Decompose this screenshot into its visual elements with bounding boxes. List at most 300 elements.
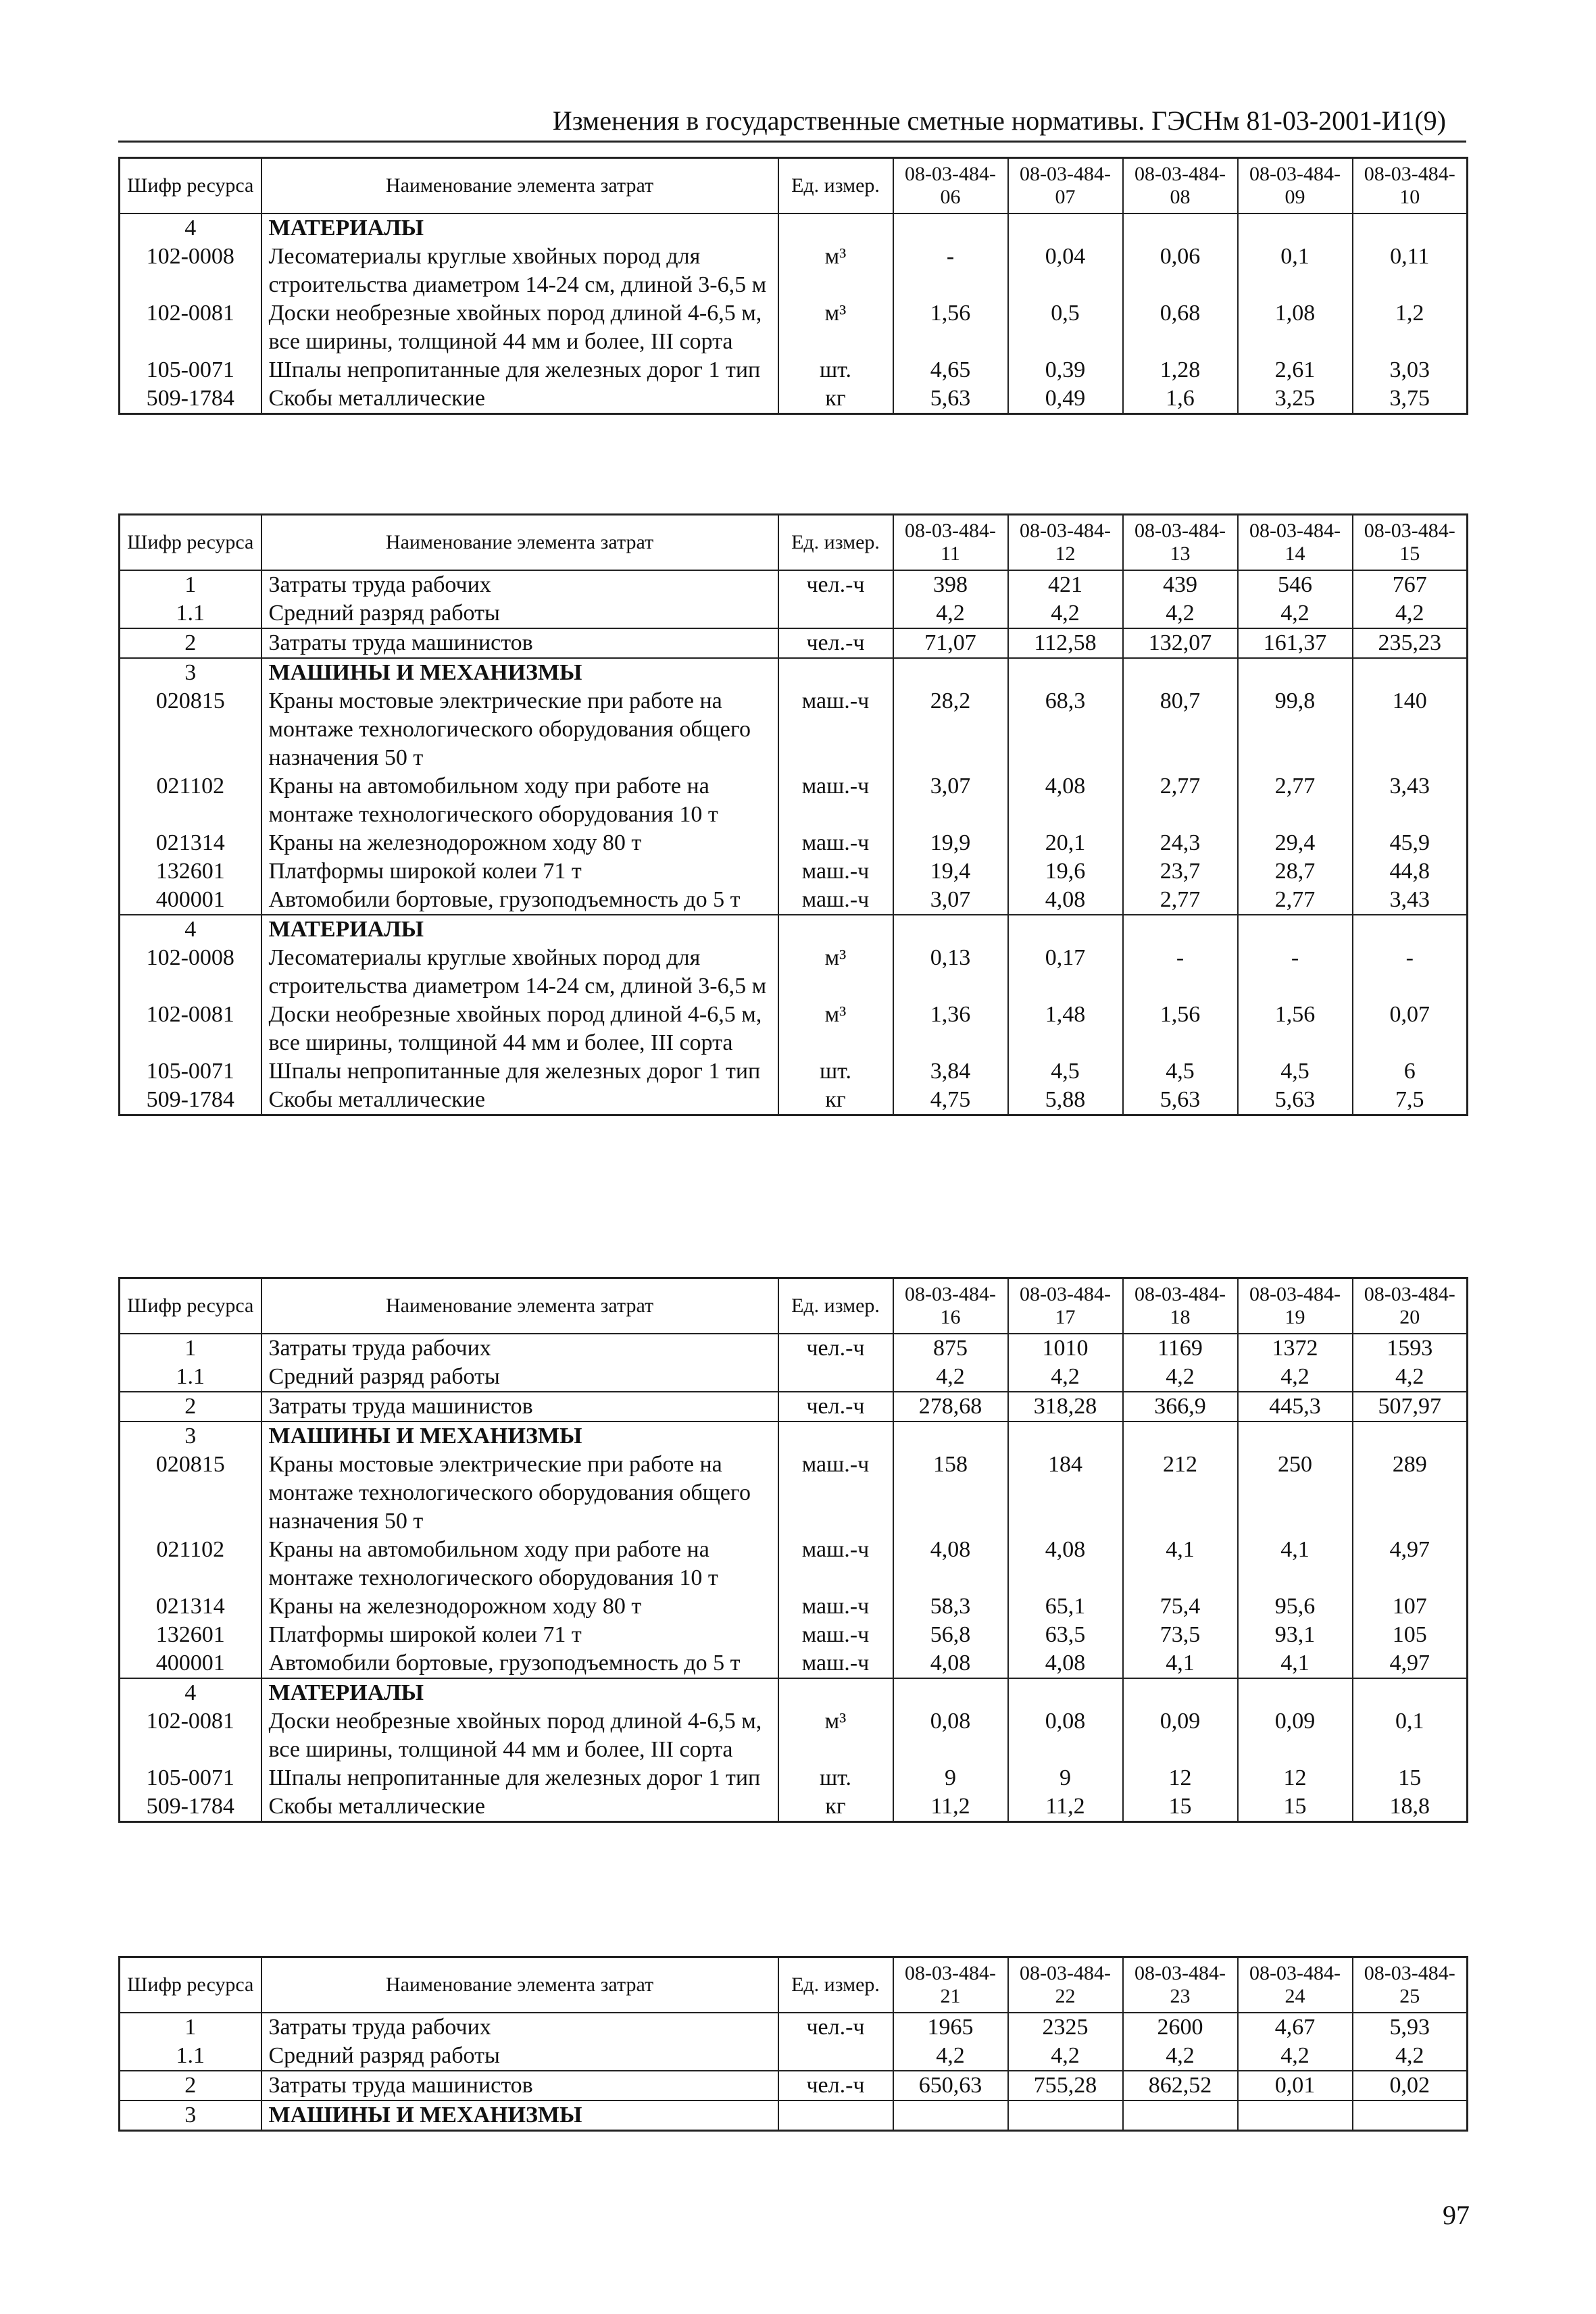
norm-value: 44,8 [1353,857,1468,886]
table-row [120,1057,1468,1086]
norm-value: 56,8 [893,1621,1008,1649]
norm-value: 4,1 [1238,1649,1353,1678]
norm-value: 75,4 [1123,1592,1238,1621]
table-header-row [120,158,1468,214]
norm-value: 4,2 [1238,599,1353,628]
norm-value: 4,2 [1123,1363,1238,1392]
norm-value: 1372 [1238,1334,1353,1363]
norm-value: 4,2 [1008,2042,1123,2071]
norm-value: 546 [1238,570,1353,599]
norm-value: 3,03 [1353,356,1468,384]
section-row [120,1422,1468,1451]
norm-value: 19,9 [893,829,1008,857]
unit-of-measure: маш.-ч [778,1536,893,1592]
norm-value: 18,8 [1353,1792,1468,1822]
norm-value [1123,915,1238,944]
norm-value: 5,63 [893,384,1008,414]
norm-value: - [1123,944,1238,1001]
unit-of-measure: маш.-ч [778,857,893,886]
norm-value: 2,77 [1238,772,1353,829]
header-norm-column: 08-03-484-22 [1008,1957,1123,2013]
resource-code: 509-1784 [120,1086,261,1115]
norm-value [1123,1422,1238,1451]
resource-name: Доски необрезные хвойных пород длиной 4-6,5 м, все ширины, толщиной 44 мм и более, III сорта [261,1001,778,1057]
header-code: Шифр ресурса [120,515,261,571]
resource-name: Затраты труда машинистов [261,1392,778,1422]
norm-value: 68,3 [1008,687,1123,772]
norm-value: 421 [1008,570,1123,599]
unit-of-measure [778,1363,893,1392]
resource-code: 020815 [120,687,261,772]
norm-value: 1,08 [1238,299,1353,356]
resource-name: МАТЕРИАЛЫ [261,213,778,243]
norm-value: 0,11 [1353,243,1468,299]
table-row [120,1334,1468,1363]
norm-value: 4,5 [1238,1057,1353,1086]
norm-value [1353,1422,1468,1451]
norm-value [1238,915,1353,944]
norm-value: 4,2 [1008,599,1123,628]
norm-value: 0,09 [1238,1707,1353,1764]
table-row [120,1086,1468,1115]
norm-value: 4,2 [1353,2042,1468,2071]
unit-of-measure: кг [778,1792,893,1822]
resource-code: 4 [120,915,261,944]
table-row [120,299,1468,356]
norm-value [893,213,1008,243]
resource-name: Средний разряд работы [261,1363,778,1392]
norm-value: 0,13 [893,944,1008,1001]
header-norm-column: 08-03-484-11 [893,515,1008,571]
resource-name: Затраты труда машинистов [261,2071,778,2101]
resource-name: Затраты труда рабочих [261,2013,778,2042]
unit-of-measure: маш.-ч [778,687,893,772]
section-row [120,2101,1468,2131]
resource-code: 1.1 [120,599,261,628]
norm-value: 4,08 [893,1649,1008,1678]
table-row [120,2042,1468,2071]
norm-value [893,1678,1008,1707]
table-row [120,1649,1468,1678]
norm-value [1353,658,1468,687]
unit-of-measure [778,915,893,944]
norm-value: 107 [1353,1592,1468,1621]
norm-value: 4,5 [1008,1057,1123,1086]
resource-code: 1.1 [120,2042,261,2071]
resource-name: Платформы широкой колеи 71 т [261,857,778,886]
norm-value: 6 [1353,1057,1468,1086]
header-name: Наименование элемента затрат [261,1278,778,1334]
norm-value: 4,08 [1008,772,1123,829]
resource-name: Доски необрезные хвойных пород длиной 4-6,5 м, все ширины, толщиной 44 мм и более, III сорта [261,1707,778,1764]
header-unit: Ед. измер. [778,515,893,571]
norm-value: 28,2 [893,687,1008,772]
norm-value: 184 [1008,1451,1123,1536]
norm-value: 0,1 [1238,243,1353,299]
norm-value: 4,67 [1238,2013,1353,2042]
table-header-row [120,1278,1468,1334]
unit-of-measure: шт. [778,1057,893,1086]
resource-code: 3 [120,658,261,687]
resource-code: 105-0071 [120,356,261,384]
norm-value: 0,68 [1123,299,1238,356]
norm-value: 3,25 [1238,384,1353,414]
unit-of-measure: чел.-ч [778,628,893,658]
norm-value [1008,658,1123,687]
resource-name: Лесоматериалы круглые хвойных пород для строительства диаметром 14-24 см, длиной 3-6,5 м [261,243,778,299]
resource-code: 020815 [120,1451,261,1536]
norm-value: 4,5 [1123,1057,1238,1086]
norm-value: 4,2 [1123,599,1238,628]
norm-value: 99,8 [1238,687,1353,772]
table-header-row [120,515,1468,571]
resource-code: 2 [120,1392,261,1422]
norm-value: 95,6 [1238,1592,1353,1621]
resource-code: 1 [120,2013,261,2042]
unit-of-measure [778,213,893,243]
norm-value: 4,97 [1353,1649,1468,1678]
resource-name: Лесоматериалы круглые хвойных пород для строительства диаметром 14-24 см, длиной 3-6,5 м [261,944,778,1001]
page-number: 97 [1443,2200,1470,2230]
unit-of-measure: шт. [778,356,893,384]
norm-value: 93,1 [1238,1621,1353,1649]
table-row [120,829,1468,857]
norm-value: 3,07 [893,772,1008,829]
table-row [120,628,1468,658]
norm-value: 755,28 [1008,2071,1123,2101]
norm-value: 58,3 [893,1592,1008,1621]
table-row [120,356,1468,384]
norm-value: 28,7 [1238,857,1353,886]
resource-name: Краны на железнодорожном ходу 80 т [261,1592,778,1621]
norm-value: 4,1 [1123,1536,1238,1592]
norm-value: 105 [1353,1621,1468,1649]
header-name: Наименование элемента затрат [261,158,778,214]
unit-of-measure: маш.-ч [778,772,893,829]
norm-value: 875 [893,1334,1008,1363]
norm-value [1238,1422,1353,1451]
norm-value: 0,01 [1238,2071,1353,2101]
header-name: Наименование элемента затрат [261,1957,778,2013]
norm-value: 212 [1123,1451,1238,1536]
resource-code: 021102 [120,1536,261,1592]
norm-value: 4,08 [1008,1649,1123,1678]
norm-value: 4,2 [893,2042,1008,2071]
norm-value: - [1238,944,1353,1001]
norm-value: 158 [893,1451,1008,1536]
norm-value: 0,08 [893,1707,1008,1764]
table-row [120,886,1468,915]
header-norm-column: 08-03-484-18 [1123,1278,1238,1334]
norm-value [1353,2101,1468,2131]
norm-value: 12 [1238,1764,1353,1792]
norm-value: 11,2 [893,1792,1008,1822]
resource-name: Краны мостовые электрические при работе на монтаже технологического оборудования общего назначения 50 т [261,687,778,772]
resource-name: Средний разряд работы [261,599,778,628]
resource-code: 105-0071 [120,1057,261,1086]
norm-value [1238,2101,1353,2131]
unit-of-measure: маш.-ч [778,1621,893,1649]
table-row [120,243,1468,299]
resource-code: 021102 [120,772,261,829]
norm-value: 3,43 [1353,886,1468,915]
norm-value: 1,56 [893,299,1008,356]
header-unit: Ед. измер. [778,1957,893,2013]
unit-of-measure: чел.-ч [778,1392,893,1422]
norm-value: 4,08 [1008,1536,1123,1592]
table-row [120,1792,1468,1822]
norm-value: 0,04 [1008,243,1123,299]
norm-value [893,2101,1008,2131]
norm-value: 289 [1353,1451,1468,1536]
unit-of-measure: м³ [778,1001,893,1057]
unit-of-measure: чел.-ч [778,2071,893,2101]
resource-name: Краны на автомобильном ходу при работе на монтаже технологического оборудования 10 т [261,772,778,829]
norm-value: 2,77 [1123,886,1238,915]
table-row [120,1392,1468,1422]
norm-value: 3,07 [893,886,1008,915]
unit-of-measure [778,2101,893,2131]
table-row [120,1707,1468,1764]
unit-of-measure: шт. [778,1764,893,1792]
norm-value [1353,213,1468,243]
norm-value: 2,77 [1238,886,1353,915]
header-norm-column: 08-03-484-13 [1123,515,1238,571]
page-header [118,100,1466,143]
norm-value: 1169 [1123,1334,1238,1363]
norm-value: 5,88 [1008,1086,1123,1115]
norm-value: 1,2 [1353,299,1468,356]
norm-value: 5,93 [1353,2013,1468,2042]
unit-of-measure [778,1422,893,1451]
norm-value: 507,97 [1353,1392,1468,1422]
header-norm-column: 08-03-484-10 [1353,158,1468,214]
unit-of-measure: кг [778,384,893,414]
norm-value: 4,08 [1008,886,1123,915]
table-row [120,1363,1468,1392]
resource-name: Краны мостовые электрические при работе на монтаже технологического оборудования общего назначения 50 т [261,1451,778,1536]
norm-value: 398 [893,570,1008,599]
norm-value [1238,1678,1353,1707]
resource-name: Краны на автомобильном ходу при работе на монтаже технологического оборудования 10 т [261,1536,778,1592]
norm-value: 0,02 [1353,2071,1468,2101]
norm-value: 29,4 [1238,829,1353,857]
header-norm-column: 08-03-484-16 [893,1278,1008,1334]
unit-of-measure: м³ [778,1707,893,1764]
resource-name: Скобы металлические [261,384,778,414]
header-norm-column: 08-03-484-14 [1238,515,1353,571]
header-norm-column: 08-03-484-15 [1353,515,1468,571]
resource-name: Платформы широкой колеи 71 т [261,1621,778,1649]
norm-value: 4,1 [1238,1536,1353,1592]
norm-value: 366,9 [1123,1392,1238,1422]
norm-value: 45,9 [1353,829,1468,857]
resource-name: МАТЕРИАЛЫ [261,915,778,944]
norm-value: 1010 [1008,1334,1123,1363]
norm-value [893,658,1008,687]
norm-value: 1,56 [1123,1001,1238,1057]
resource-name: Доски необрезные хвойных пород длиной 4-6,5 м, все ширины, толщиной 44 мм и более, III сорта [261,299,778,356]
norm-value: 4,1 [1123,1649,1238,1678]
norm-value: 1965 [893,2013,1008,2042]
norm-value: 15 [1353,1764,1468,1792]
norm-value: 3,75 [1353,384,1468,414]
norm-value: 0,07 [1353,1001,1468,1057]
resource-code: 102-0081 [120,1001,261,1057]
norm-value [893,915,1008,944]
norm-value: 140 [1353,687,1468,772]
norm-value: 2600 [1123,2013,1238,2042]
header-norm-column: 08-03-484-21 [893,1957,1008,2013]
resource-code: 2 [120,2071,261,2101]
section-row [120,213,1468,243]
resource-name: Шпалы непропитанные для железных дорог 1 тип [261,1057,778,1086]
table-row [120,599,1468,628]
norm-value: 12 [1123,1764,1238,1792]
resource-name: Затраты труда рабочих [261,570,778,599]
resource-code: 102-0081 [120,299,261,356]
norm-value: 4,2 [1353,599,1468,628]
norm-value: 4,2 [893,599,1008,628]
norm-value [1008,1422,1123,1451]
resource-code: 1.1 [120,1363,261,1392]
norm-value: - [1353,944,1468,1001]
resource-code: 102-0081 [120,1707,261,1764]
table-row [120,1592,1468,1621]
table-row [120,772,1468,829]
resource-code: 3 [120,2101,261,2131]
header-norm-column: 08-03-484-17 [1008,1278,1123,1334]
norm-value: 439 [1123,570,1238,599]
unit-of-measure: маш.-ч [778,1649,893,1678]
resource-name: Краны на железнодорожном ходу 80 т [261,829,778,857]
table-row [120,2071,1468,2101]
norm-value: 4,2 [1353,1363,1468,1392]
unit-of-measure: кг [778,1086,893,1115]
norm-value: 5,63 [1238,1086,1353,1115]
unit-of-measure [778,599,893,628]
table-row [120,944,1468,1001]
norm-value: 862,52 [1123,2071,1238,2101]
norms-table-1 [118,157,1468,415]
unit-of-measure: чел.-ч [778,2013,893,2042]
norm-value: 63,5 [1008,1621,1123,1649]
norm-value: 23,7 [1123,857,1238,886]
norm-value: 15 [1123,1792,1238,1822]
norm-value: 0,39 [1008,356,1123,384]
norm-value: 4,65 [893,356,1008,384]
norm-value: 0,09 [1123,1707,1238,1764]
norm-value: 9 [1008,1764,1123,1792]
page-header-title: Изменения в государственные сметные нормативы. ГЭСНм 81-03-2001-И1(9) [552,105,1446,136]
norms-table-3 [118,1277,1468,1823]
resource-name: Шпалы непропитанные для железных дорог 1 тип [261,1764,778,1792]
resource-code: 102-0008 [120,243,261,299]
resource-code: 2 [120,628,261,658]
unit-of-measure [778,658,893,687]
resource-name: Автомобили бортовые, грузоподъемность до 5 т [261,1649,778,1678]
norm-value: 0,06 [1123,243,1238,299]
section-row [120,1678,1468,1707]
resource-code: 132601 [120,1621,261,1649]
norm-value [1353,1678,1468,1707]
header-norm-column: 08-03-484-20 [1353,1278,1468,1334]
resource-code: 102-0008 [120,944,261,1001]
norm-value: 0,17 [1008,944,1123,1001]
norm-value: 1,6 [1123,384,1238,414]
norm-value: 112,58 [1008,628,1123,658]
norm-value: 3,43 [1353,772,1468,829]
norms-table-2 [118,513,1468,1116]
table-row [120,570,1468,599]
resource-code: 132601 [120,857,261,886]
norm-value [1008,1678,1123,1707]
norm-value: 250 [1238,1451,1353,1536]
norm-value [1238,213,1353,243]
norm-value: 767 [1353,570,1468,599]
table-header-row [120,1957,1468,2013]
norm-value: 1,28 [1123,356,1238,384]
header-norm-column: 08-03-484-06 [893,158,1008,214]
norm-value: 2325 [1008,2013,1123,2042]
norm-value: 9 [893,1764,1008,1792]
norm-value [893,1422,1008,1451]
norm-value: 19,6 [1008,857,1123,886]
norm-value: 4,2 [1238,1363,1353,1392]
header-norm-column: 08-03-484-25 [1353,1957,1468,2013]
resource-name: МАШИНЫ И МЕХАНИЗМЫ [261,658,778,687]
header-norm-column: 08-03-484-24 [1238,1957,1353,2013]
table-row [120,857,1468,886]
header-norm-column: 08-03-484-09 [1238,158,1353,214]
unit-of-measure: м³ [778,243,893,299]
resource-name: МАТЕРИАЛЫ [261,1678,778,1707]
resource-code: 4 [120,213,261,243]
resource-name: Шпалы непропитанные для железных дорог 1 тип [261,356,778,384]
norm-value: 4,2 [1008,1363,1123,1392]
resource-code: 509-1784 [120,1792,261,1822]
section-row [120,915,1468,944]
resource-code: 4 [120,1678,261,1707]
norm-value: 0,5 [1008,299,1123,356]
table-row [120,2013,1468,2042]
resource-code: 509-1784 [120,384,261,414]
norm-value: 318,28 [1008,1392,1123,1422]
norm-value: 11,2 [1008,1792,1123,1822]
norm-value: 3,84 [893,1057,1008,1086]
norm-value [1123,1678,1238,1707]
table-row [120,384,1468,414]
resource-name: Скобы металлические [261,1086,778,1115]
header-code: Шифр ресурса [120,1278,261,1334]
section-row [120,658,1468,687]
norm-value [1238,658,1353,687]
header-code: Шифр ресурса [120,1957,261,2013]
resource-code: 1 [120,570,261,599]
table-row [120,1764,1468,1792]
header-norm-column: 08-03-484-07 [1008,158,1123,214]
norm-value: 15 [1238,1792,1353,1822]
norm-value [1123,213,1238,243]
table-row [120,1536,1468,1592]
unit-of-measure: м³ [778,944,893,1001]
resource-name: МАШИНЫ И МЕХАНИЗМЫ [261,1422,778,1451]
unit-of-measure: чел.-ч [778,570,893,599]
header-norm-column: 08-03-484-23 [1123,1957,1238,2013]
norm-value: 4,2 [1123,2042,1238,2071]
norm-value [1123,658,1238,687]
norm-value: 1,56 [1238,1001,1353,1057]
